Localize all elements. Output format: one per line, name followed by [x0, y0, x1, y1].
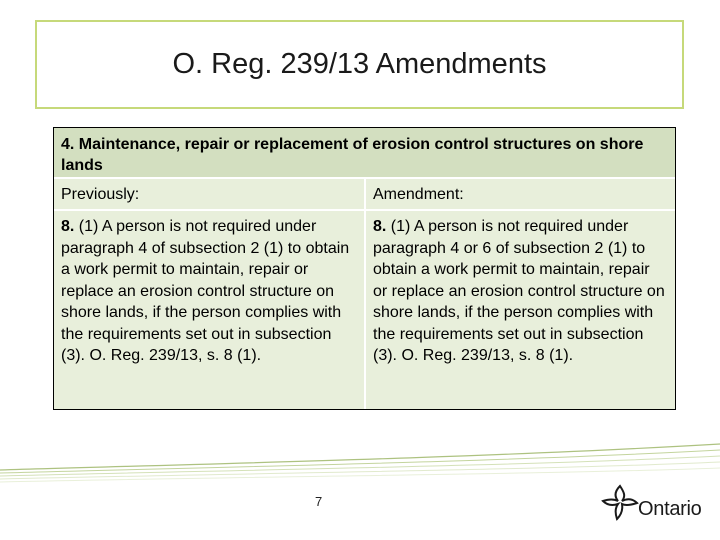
section-text: (1) A person is not required under paragraph 4 or 6 of subsection 2 (1) to obtain a work permit to maintain, repair or replace an erosion control structure on shore lands, if the person complies with the requirements set out in subsection (3). O. Reg. 239/13, s. 8 (1).	[373, 218, 665, 364]
page-number: 7	[315, 494, 323, 509]
section-number: 8.	[61, 218, 75, 235]
table-heading: 4. Maintenance, repair or replacement of erosion control structures on shore lands	[54, 128, 675, 179]
trillium-icon	[600, 482, 640, 522]
section-number: 8.	[373, 218, 387, 235]
column-label-amendment: Amendment:	[364, 179, 675, 211]
title-box	[35, 20, 684, 109]
column-label-previously: Previously:	[54, 179, 364, 211]
comparison-table	[53, 127, 676, 410]
previous-text-cell	[54, 211, 364, 409]
section-text: (1) A person is not required under paragraph 4 of subsection 2 (1) to obtain a work permit to maintain, repair or replace an erosion control structure on shore lands, if the person complies with the requirements set out in subsection (3). O. Reg. 239/13, s. 8 (1).	[61, 218, 350, 364]
amendment-text-cell	[364, 211, 675, 409]
ontario-logo-text: Ontario	[638, 498, 702, 520]
slide-title: O. Reg. 239/13 Amendments	[172, 48, 547, 80]
